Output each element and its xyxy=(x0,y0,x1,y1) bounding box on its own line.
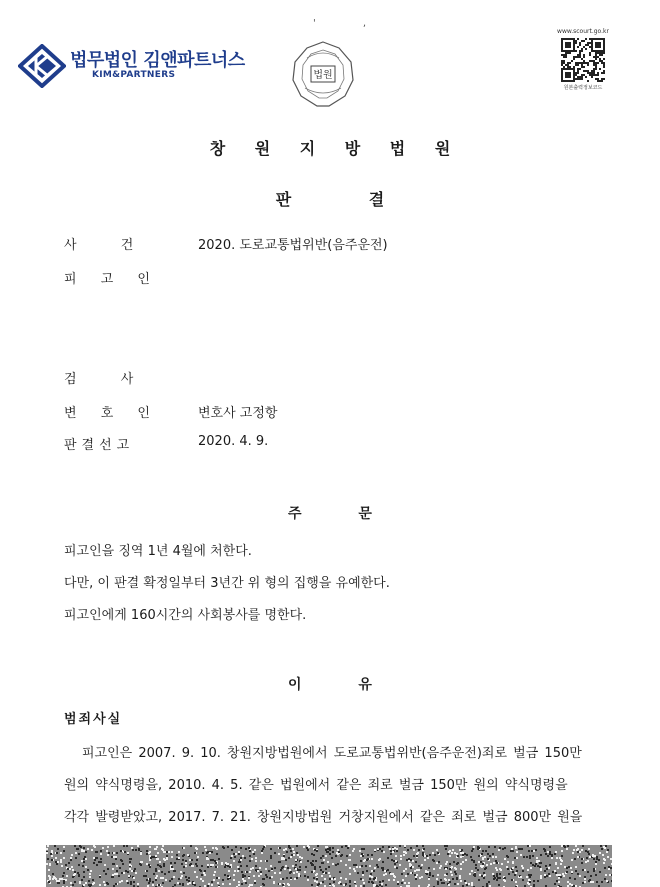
firm-name-korean: 법무법인 김앤파트너스 xyxy=(70,50,245,71)
court-seal-icon xyxy=(287,38,359,110)
scan-marks: ' , xyxy=(313,18,389,29)
reasons-heading: 이 유 xyxy=(288,677,372,693)
order-line: 다만, 이 판결 확정일부터 3년간 위 형의 집행을 유예한다. xyxy=(64,576,390,591)
document-type: 판 결 xyxy=(275,190,385,209)
crime-facts-heading: 범죄사실 xyxy=(64,712,123,727)
order-line: 피고인에게 160시간의 사회봉사를 명한다. xyxy=(64,608,307,623)
qr-note: 원본출력정보코드 xyxy=(563,85,603,91)
qr-url: www.scourt.go.kr xyxy=(557,28,609,35)
paragraph-line: 각각 발령받았고, 2017. 7. 21. 창원지방법원 거창지원에서 같은 죄로 벌금 800만 원을 xyxy=(64,810,583,825)
case-label: 사 건 xyxy=(64,238,154,253)
qr-code-icon xyxy=(561,38,605,82)
firm-name-english: KIM&PARTNERS xyxy=(92,70,176,80)
order-line: 피고인을 징역 1년 4월에 처한다. xyxy=(64,544,252,559)
sentence-date-label: 판결선고 xyxy=(64,438,135,453)
court-seal-text: 법원 xyxy=(313,70,333,81)
court-name: 창 원 지 방 법 원 xyxy=(209,139,463,158)
counsel-label: 변 호 인 xyxy=(64,406,160,421)
case-value: 2020. 도로교통법위반(음주운전) xyxy=(198,238,388,253)
defendant-label: 피 고 인 xyxy=(64,272,160,287)
court-seal xyxy=(287,38,359,110)
counsel-value: 변호사 고정항 xyxy=(198,406,278,421)
paragraph-line: 피고인은 2007. 9. 10. 창원지방법원에서 도로교통법위반(음주운전)죄로 벌금 150만 xyxy=(82,746,582,761)
paragraph-line: 원의 약식명령을, 2010. 4. 5. 같은 법원에서 같은 죄로 벌금 150만 원의 약식명령을 xyxy=(64,778,568,793)
firm-logo xyxy=(18,44,245,88)
prosecutor-label: 검 사 xyxy=(64,372,154,387)
verification-qr xyxy=(557,28,609,92)
scan-noise-band xyxy=(46,845,612,887)
firm-logo-mark-icon xyxy=(18,44,66,88)
sentence-date-value: 2020. 4. 9. xyxy=(198,434,269,449)
order-heading: 주 문 xyxy=(288,506,372,522)
